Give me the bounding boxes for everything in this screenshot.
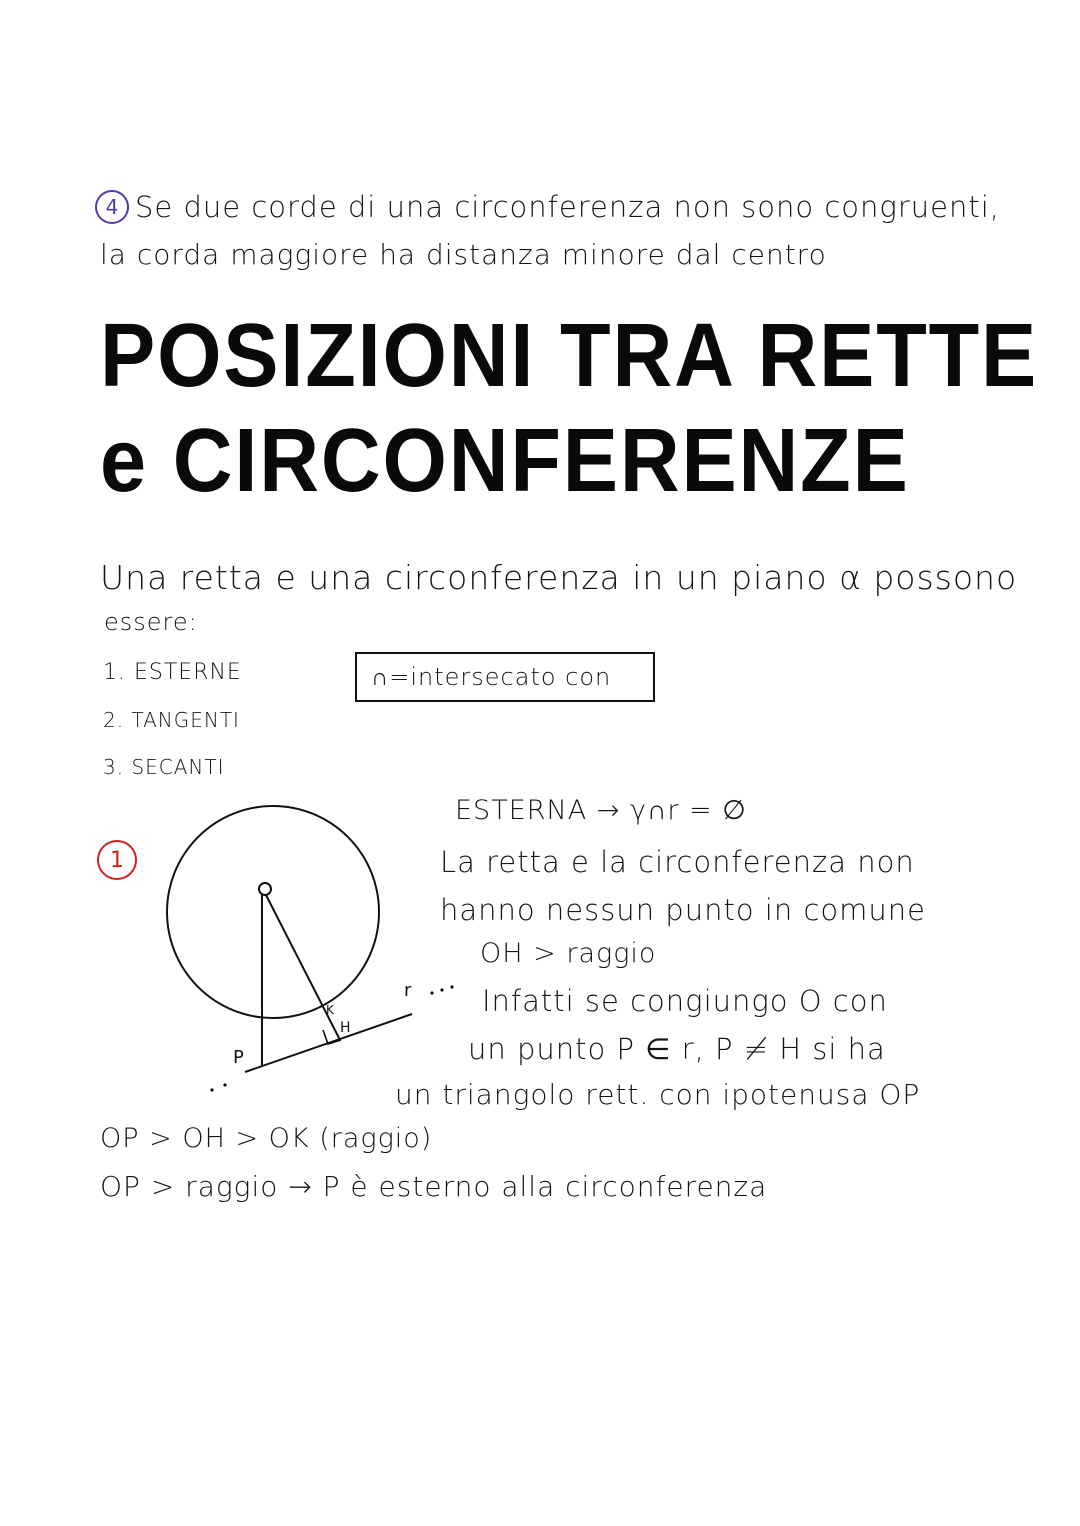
label-p: P (233, 1047, 244, 1068)
center-point (259, 883, 271, 895)
page-title-line-1: POSIZIONI TRA RETTE (100, 306, 1039, 406)
line-r-dot-4 (440, 988, 443, 991)
case-heading: ESTERNA → γ∩r = ∅ (455, 795, 747, 826)
conclusion-line-2: OP > raggio → P è esterno alla circonferenza (100, 1170, 768, 1203)
theorem-number: 4 (105, 195, 119, 219)
case-line-4: Infatti se congiungo O con (482, 984, 888, 1018)
line-r-dot-5 (450, 985, 453, 988)
line-r-dot-1 (210, 1088, 213, 1091)
position-item-esterne: 1. ESTERNE (103, 660, 242, 685)
label-k: K (326, 1003, 334, 1017)
line-r (245, 1014, 412, 1072)
label-r: r (404, 980, 412, 1001)
line-r-dot-3 (430, 991, 433, 994)
page-title-line-2: e CIRCONFERENZE (100, 411, 910, 511)
case-number: 1 (110, 847, 124, 873)
case-line-3: OH > raggio (480, 938, 657, 969)
position-item-tangenti: 2. TANGENTI (103, 708, 240, 732)
conclusion-line-1: OP > OH > OK (raggio) (100, 1123, 433, 1154)
case-line-6: un triangolo rett. con ipotenusa OP (395, 1078, 921, 1111)
theorem-line-2: la corda maggiore ha distanza minore dal centro (100, 238, 827, 271)
label-h: H (340, 1020, 351, 1036)
line-r-dot-2 (223, 1083, 226, 1086)
position-item-secanti: 3. SECANTI (103, 755, 225, 779)
case-line-1: La retta e la circonferenza non (440, 845, 915, 879)
case-line-2: hanno nessun punto in comune (440, 893, 926, 927)
intersection-legend-text: ∩=intersecato con (371, 662, 612, 691)
intro-line-1: Una retta e una circonferenza in un piano α possono (100, 558, 1018, 597)
circumference-circle (167, 806, 379, 1018)
intro-line-2: essere: (104, 608, 198, 636)
case-line-5: un punto P ∈ r, P ≠ H si ha (468, 1032, 886, 1066)
theorem-line-1: Se due corde di una circonferenza non sono congruenti, (135, 190, 1000, 224)
